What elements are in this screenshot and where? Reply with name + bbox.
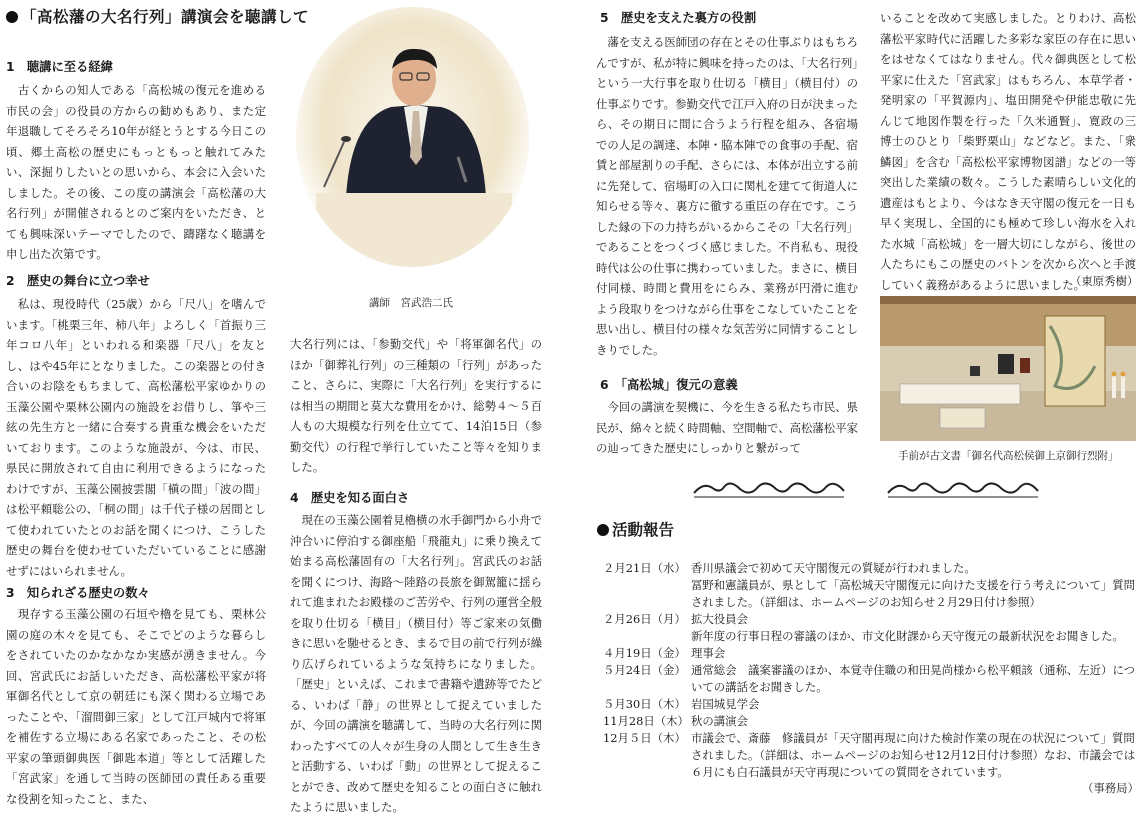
report-text: 理事会 [691, 646, 726, 660]
report-text: 秋の講演会 [691, 714, 748, 728]
report-date: ２月26日（月） [603, 612, 686, 626]
section-6-body-right: いることを改めて実感しました。とりわけ、高松藩松平家時代に活躍した多彩な家臣の存在に思いをはせなくてはなりません。代々御典医として松平家に仕えた「宮武家」はもちろん、本草学者・発明家の「平賀源内」、塩田開発や伊能忠敬に先んじて地図作製を行った「久米通賢」、寛政の三博士のひとり「柴野栗山」などなど。また、「衆鱗図」を含む「高松松平家博物図譜」などの一等突出した業績の数々。こうした素晴らしい文化的遺産はもとより、今はなき天守閣の復元を一日も早く実現し、全国的にも極めて珍しい海水を入れた水城「高松城」を一層大切にしながら、後世の人たちにもこの歴史のバトンを次から次へと手渡していく義務があるように思いました。 [880, 11, 1136, 292]
report-text: 市議会で、斎藤 修議員が「天守閣再現に向けた検討作業の現在の状況について」質問されました。（詳細は、ホームページのお知らせ12月12日付け参照）なお、市議会では６月にも白石議員が天守再現についての質問をされています。 [691, 731, 1136, 779]
section-1-body: 古くからの知人である「高松城の復元を進める市民の会」の役員の方からの勧めもあり、また定年退職してそろそろ10年が経とうとする今日この頃、郷土高松の歴史にもっともっと触れてみたい、深掘りしたいとの思いから、本会に入会いたしました。その後、この度の講演会「高松藩の大名行列」が開催されるとのご案内をいただき、とても興味深いテーマでしたので、躊躇なく聴講を申し出た次第です。 [6, 83, 266, 261]
section-5-heading: 5 歴史を支えた裏方の役割 [600, 11, 757, 25]
section-3-body-mid: 大名行列には、「参勤交代」や「将軍御名代」のほか「御葬礼行列」の三種類の「行列」があったこと、さらに、実際に「大名行列」を実行するには相当の期間と莫大な費用をかけ、総勢４～５百人もの大規模な行列を仕立てて、14泊15日（参勤交代）の行程で挙行していたこと等々を知りました。 [290, 337, 542, 474]
section-3-heading: 3 知られざる歴史の数々 [6, 586, 150, 600]
wave-ornament-right [886, 479, 1041, 499]
section-4-heading: 4 歴史を知る面白さ [290, 491, 410, 505]
report-text: 岩国城見学会 [691, 697, 760, 711]
speaker-caption: 講師 宮武浩二氏 [369, 297, 453, 309]
report-date: 12月５日（木） [603, 731, 686, 745]
section-2-body: 私は、現役時代（25歳）から「尺八」を嗜んでいます。「桃栗三年、柿八年」よろしく「首振り三年コロ八年」といわれる和楽器「尺八」を友とし、はや45年にとなりました。この楽器との付き合いのお陰をもちまして、高松藩松平家ゆかりの玉藻公園や栗林公園内の施設をお借りし、箏や三絃の先生方と一緒に合奏する貴重な機会をいただいております。このような施設が、今は、市民、県民に開放されて自由に利用できるようになったわけですが、玉藻公園披雲閣「槇の間」「波の間」は松平頼聡公の、「桐の間」は千代子様の居間として使われていたとのお話を聞くにつけ、こうした歴史の舞台を使わせていただいていることに感謝せずにはいられません。 [6, 297, 266, 578]
section-2-heading: 2 歴史の舞台に立つ幸せ [6, 274, 150, 288]
section-1-heading: 1 聴講に至る経緯 [6, 60, 113, 74]
section-3-body-left: 現存する玉藻公園の石垣や櫓を見ても、栗林公園の庭の木々を見ても、そこでどのような暮らしをされていたのかなかなか実感が湧きません。今回、宮武氏にお話しいただき、高松藩松平家が将軍御名代として京の朝廷にも深く関わる立場であったことや、「溜間御三家」として江戸城内で将軍を補佐する立場にある名家であったこと、その松平家の筆頭御典医「御匙本道」等として活躍した「宮武家」を通して当時の医師団の責任ある重要な役割を知ったこと、また、 [6, 607, 266, 806]
section-4-body: 現在の玉藻公園着見櫓横の水手御門から小舟で沖合いに停泊する御座船「飛龍丸」に乗り換えて始まる高松藩固有の「大名行列」。宮武氏のお話を聞くにつけ、海路～陸路の長旅を御駕籠に揺られて進まれたお殿様のご苦労や、行列の運営全般を取り仕切る「横目」（横目付）等ご家来の気働きに思いを馳せるとき、まるで目の前で行列が繰り広げられているような気持ちになりました。「歴史」といえば、これまで書籍や遺跡等でたどる、いわば「静」の世界として捉えていましたが、今回の講演を聴講して、当時の大名行列に関わったすべての人々が生身の人間として生き生きと活動する、いわば「動」の世界として捉えることができ、改めて歴史を知ることの面白さに触れたように思いました。 [290, 513, 542, 814]
report-text: 通常総会 議案審議のほか、本覚寺住職の和田晃尚様から松平頼該（通称、左近）についての講話をお聞きした。 [691, 663, 1136, 694]
article-title-text: 「高松藩の大名行列」講演会を聴講して [21, 8, 310, 26]
report-signature: （事務局） [1082, 781, 1139, 795]
section-5-body: 藩を支える医師団の存在とその仕事ぶりはもちろんですが、私が特に興味を持ったのは、「大名行列」という一大行事を取り仕切る「横目」（横目付）の仕事ぶりです。参勤交代で江戸入府の日が決まったら、その期日に間に合うよう行程を組み、各宿場での人足の調達、本陣・脇本陣での食事の手配、宿賃と部屋割りの手配、さらには、本体が出立する前に先発して、宿場町の入口に関札を建てて街道人に知らせる等々、裏方に徹する重臣の存在です。こうした縁の下の力持ちがいるからこその「大名行列」であることをつくづく感じました。不肖私も、現役時代は公の仕事に携わっていました。まさに、横目付同様、時間と費用をにらみ、業務が円滑に進むよう段取りをつけながら仕事をこなしていたことを思い出し、横目付の様々な気苦労に同情することしきりでした。 [596, 35, 858, 357]
section-6-body-mid: 今回の講演を契機に、今を生きる私たち市民、県民が、綿々と続く時間軸、空間軸で、高松藩松平家の辿ってきた歴史にしっかりと繋がって [596, 400, 858, 455]
bullet-dot-icon [6, 11, 18, 23]
report-title-text: 活動報告 [612, 521, 675, 539]
exhibit-caption: 手前が古文書「御名代高松侯御上京御行烈附」 [898, 450, 1119, 462]
bullet-dot-icon [597, 524, 609, 536]
report-date: ４月19日（金） [603, 646, 686, 660]
report-text: 香川県議会で初めて天守閣復元の質疑が行われました。 [691, 561, 976, 575]
exhibit-illustration [880, 296, 1136, 441]
report-title [597, 518, 674, 540]
report-text: 冨野和憲議員が、県として「高松城天守閣復元に向けた支援を行う考えについて」質問されました。（詳細は、ホームページのお知らせ２月29日付け参照） [691, 578, 1136, 609]
section-6-heading: 6 「高松城」復元の意義 [600, 378, 738, 392]
exhibit-photo [880, 296, 1136, 441]
report-date: ５月30日（木） [603, 697, 686, 711]
report-date: ２月21日（水） [603, 561, 686, 575]
report-text: 新年度の行事日程の審議のほか、市文化財課から天守復元の最新状況をお聞きした。 [691, 629, 1124, 643]
wave-ornament-left [692, 479, 847, 499]
speaker-photo [296, 7, 529, 267]
report-text: 拡大役員会 [691, 612, 748, 626]
report-date: 11月28日（木） [603, 714, 689, 728]
author-signature: （東原秀樹） [1070, 274, 1139, 288]
report-date: ５月24日（金） [603, 663, 686, 677]
speaker-illustration [296, 7, 529, 267]
